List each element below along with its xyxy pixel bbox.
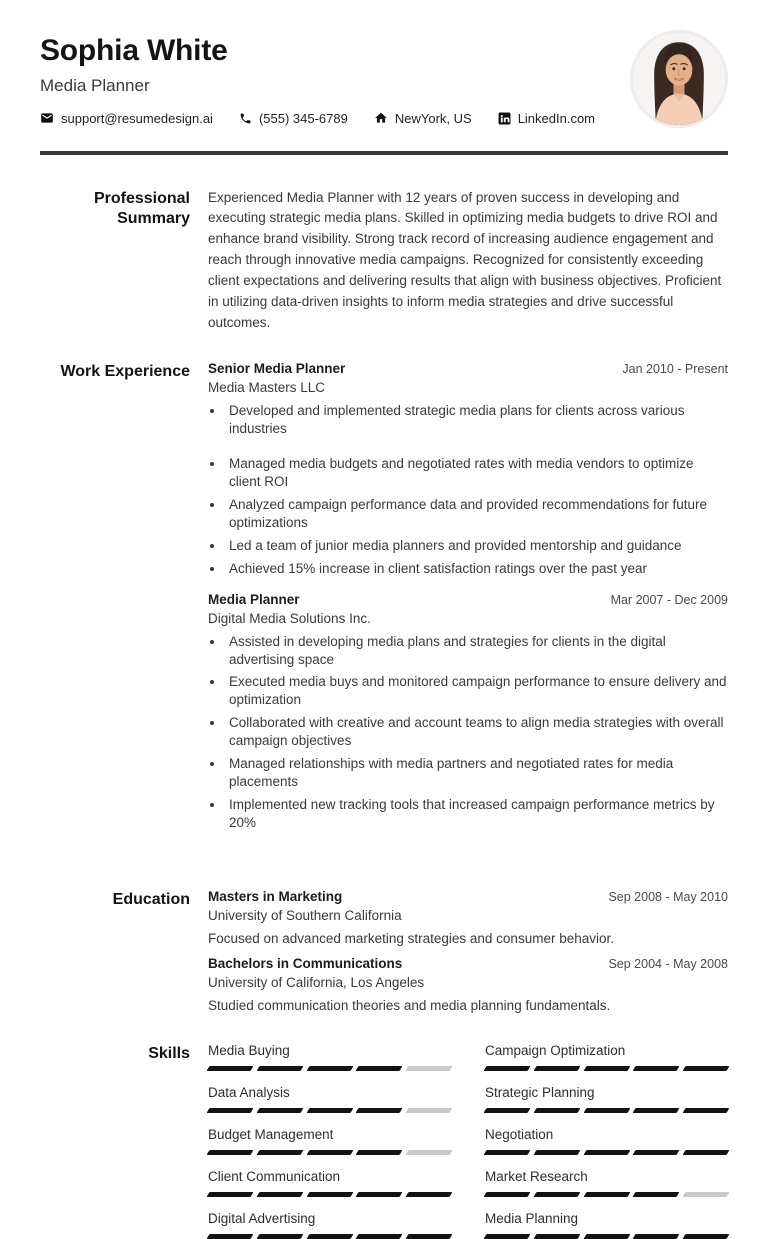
- bullet-item: • Led a team of junior media planners and provided mentorship and guidance: [225, 537, 728, 555]
- phone-icon: [239, 112, 252, 125]
- skill-bar-segment: [406, 1192, 453, 1197]
- section-heading-experience: Work Experience: [60, 362, 190, 380]
- skills-grid: [208, 1043, 728, 1239]
- profile-photo: [630, 30, 728, 128]
- skill-item: [485, 1169, 728, 1197]
- job-entry: [208, 361, 728, 578]
- section-heading-education: Education: [112, 891, 190, 909]
- job-header: [208, 592, 728, 607]
- skill-name: Strategic Planning: [485, 1085, 595, 1101]
- skill-bar-segment: [533, 1150, 580, 1155]
- skill-bar-segment: [683, 1234, 730, 1239]
- degree-school: University of California, Los Angeles: [208, 975, 425, 991]
- skill-bar-segment: [356, 1150, 403, 1155]
- skill-bar-segment: [256, 1108, 303, 1113]
- skill-bar-segment: [256, 1150, 303, 1155]
- skill-bar-segment: [356, 1066, 403, 1071]
- skill-item: [485, 1043, 728, 1071]
- skill-bar-segment: [484, 1066, 531, 1071]
- degree-header: [208, 956, 728, 971]
- skill-bar-segment: [633, 1234, 680, 1239]
- skill-bar-segment: [683, 1108, 730, 1113]
- home-icon: [374, 111, 388, 125]
- job-entry: [208, 592, 728, 833]
- skill-bar-segment: [484, 1234, 531, 1239]
- bullet-item: • Analyzed campaign performance data and provided recommendations for future optimizations: [225, 496, 728, 532]
- skill-bar-segment: [207, 1066, 254, 1071]
- skill-bar-segment: [306, 1192, 353, 1197]
- contact-email-text: support@resumedesign.ai: [61, 110, 213, 126]
- skill-bar-segment: [484, 1192, 531, 1197]
- skill-level-bar: [485, 1066, 728, 1071]
- bullet-item: • Assisted in developing media plans and strategies for clients in the digital advertising space: [225, 633, 728, 669]
- skill-bar-segment: [356, 1192, 403, 1197]
- contact-linkedin-text: LinkedIn.com: [517, 110, 596, 126]
- skill-name: Campaign Optimization: [485, 1043, 626, 1059]
- skill-item: [208, 1043, 451, 1071]
- skill-name: Budget Management: [208, 1127, 334, 1143]
- contact-location: [374, 111, 472, 126]
- skill-level-bar: [485, 1234, 728, 1239]
- job-dates: Jan 2010 - Present: [622, 361, 728, 376]
- degree-title: Bachelors in Communications: [208, 956, 403, 972]
- contact-email: [40, 111, 213, 126]
- contact-row: [40, 111, 728, 126]
- skill-bar-segment: [633, 1066, 680, 1071]
- section-skills: [40, 1043, 728, 1239]
- skill-bar-segment: [406, 1234, 453, 1239]
- person-job-title: Media Planner: [40, 75, 150, 95]
- section-heading-skills: Skills: [148, 1045, 190, 1063]
- skill-name: Client Communication: [208, 1169, 341, 1185]
- skill-bar-segment: [484, 1108, 531, 1113]
- skill-bar-segment: [306, 1066, 353, 1071]
- skill-bar-segment: [583, 1192, 630, 1197]
- skill-bar-segment: [583, 1108, 630, 1113]
- experience-list: [208, 361, 728, 837]
- skill-level-bar: [208, 1150, 451, 1155]
- section-professional-summary: [40, 188, 728, 334]
- bullet-item: • Developed and implemented strategic media plans for clients across various industries: [225, 402, 728, 438]
- skill-bar-segment: [356, 1108, 403, 1113]
- skill-level-bar: [208, 1192, 451, 1197]
- skill-bar-segment: [683, 1192, 730, 1197]
- skill-bar-segment: [633, 1108, 680, 1113]
- skill-name: Negotiation: [485, 1127, 554, 1143]
- contact-linkedin: [498, 111, 595, 126]
- skill-item: [485, 1127, 728, 1155]
- skill-bar-segment: [256, 1066, 303, 1071]
- skill-bar-segment: [633, 1150, 680, 1155]
- degree-header: [208, 889, 728, 904]
- degree-description: Studied communication theories and media planning fundamentals.: [208, 998, 611, 1014]
- skill-item: [485, 1085, 728, 1113]
- degree-title: Masters in Marketing: [208, 889, 343, 905]
- degree-description: Focused on advanced marketing strategies and consumer behavior.: [208, 931, 614, 947]
- skill-item: [208, 1127, 451, 1155]
- bullet-item: • Managed media budgets and negotiated rates with media vendors to optimize client ROI: [225, 455, 728, 491]
- skill-bar-segment: [256, 1234, 303, 1239]
- section-education: [40, 889, 728, 1013]
- skill-level-bar: [208, 1066, 451, 1071]
- skill-bar-segment: [583, 1150, 630, 1155]
- header: [40, 34, 728, 126]
- degree-entry: [208, 889, 728, 946]
- header-divider: [40, 151, 728, 155]
- job-company: Digital Media Solutions Inc.: [208, 610, 371, 626]
- section-work-experience: [40, 361, 728, 837]
- skill-bar-segment: [583, 1066, 630, 1071]
- skill-name: Data Analysis: [208, 1085, 290, 1101]
- skill-level-bar: [485, 1108, 728, 1113]
- skill-level-bar: [485, 1192, 728, 1197]
- skill-bar-segment: [406, 1108, 453, 1113]
- contact-phone: [239, 111, 348, 126]
- skill-bar-segment: [207, 1234, 254, 1239]
- degree-dates: Sep 2004 - May 2008: [608, 957, 728, 972]
- skill-item: [208, 1085, 451, 1113]
- bullet-item: • Managed relationships with media partners and negotiated rates for media placements: [225, 755, 728, 791]
- skill-bar-segment: [306, 1150, 353, 1155]
- skill-name: Media Planning: [485, 1211, 579, 1227]
- skill-bar-segment: [406, 1150, 453, 1155]
- skill-level-bar: [208, 1234, 451, 1239]
- skill-bar-segment: [484, 1150, 531, 1155]
- bullet-item: • Achieved 15% increase in client satisfaction ratings over the past year: [225, 560, 728, 578]
- skill-bar-segment: [207, 1108, 254, 1113]
- job-bullet-list: [225, 633, 728, 833]
- job-title: Media Planner: [208, 591, 300, 607]
- education-list: [208, 889, 728, 1013]
- skill-level-bar: [485, 1150, 728, 1155]
- skill-item: [208, 1169, 451, 1197]
- job-title: Senior Media Planner: [208, 360, 346, 376]
- bullet-item: • Implemented new tracking tools that increased campaign performance metrics by 20%: [225, 796, 728, 832]
- skill-bar-segment: [406, 1066, 453, 1071]
- skill-bar-segment: [533, 1108, 580, 1113]
- linkedin-icon: [498, 112, 511, 125]
- skill-bar-segment: [533, 1234, 580, 1239]
- person-name: Sophia White: [40, 34, 228, 67]
- skill-bar-segment: [356, 1234, 403, 1239]
- job-company: Media Masters LLC: [208, 379, 326, 395]
- contact-phone-text: (555) 345-6789: [258, 110, 348, 126]
- summary-text: Experienced Media Planner with 12 years of proven success in developing and executing strategic media plans. Skilled in optimizing media budgets to drive ROI and enhance brand visibility. Strong track record of increasing audience engagement and reach through innovative media campaigns. Recognized for consistently exceeding client expectations and delivering results that align with business objectives. Proficient in utilizing data-driven insights to inform media strategies and drive successful outcomes.: [208, 189, 722, 331]
- skill-level-bar: [208, 1108, 451, 1113]
- skill-item: [208, 1211, 451, 1239]
- skill-bar-segment: [683, 1066, 730, 1071]
- skill-bar-segment: [583, 1234, 630, 1239]
- skill-bar-segment: [533, 1192, 580, 1197]
- skill-bar-segment: [683, 1150, 730, 1155]
- skill-bar-segment: [633, 1192, 680, 1197]
- skill-bar-segment: [306, 1108, 353, 1113]
- job-dates: Mar 2007 - Dec 2009: [610, 592, 728, 607]
- skill-name: Media Buying: [208, 1043, 290, 1059]
- degree-dates: Sep 2008 - May 2010: [608, 890, 728, 905]
- profile-photo-illustration: [633, 33, 725, 125]
- degree-entry: [208, 956, 728, 1013]
- skill-bar-segment: [256, 1192, 303, 1197]
- skill-item: [485, 1211, 728, 1239]
- skill-bar-segment: [533, 1066, 580, 1071]
- job-header: [208, 361, 728, 376]
- job-bullet-list: [225, 402, 728, 578]
- skill-bar-segment: [207, 1192, 254, 1197]
- degree-school: University of Southern California: [208, 908, 402, 924]
- section-heading-summary: Professional Summary: [93, 189, 190, 228]
- skill-bar-segment: [207, 1150, 254, 1155]
- skill-bar-segment: [306, 1234, 353, 1239]
- contact-location-text: NewYork, US: [394, 110, 472, 126]
- email-icon: [40, 111, 54, 125]
- bullet-item: • Executed media buys and monitored campaign performance to ensure delivery and optimization: [225, 673, 728, 709]
- bullet-item: • Collaborated with creative and account teams to align media strategies with overall campaign objectives: [225, 714, 728, 750]
- skill-name: Market Research: [485, 1169, 588, 1185]
- skill-name: Digital Advertising: [208, 1211, 316, 1227]
